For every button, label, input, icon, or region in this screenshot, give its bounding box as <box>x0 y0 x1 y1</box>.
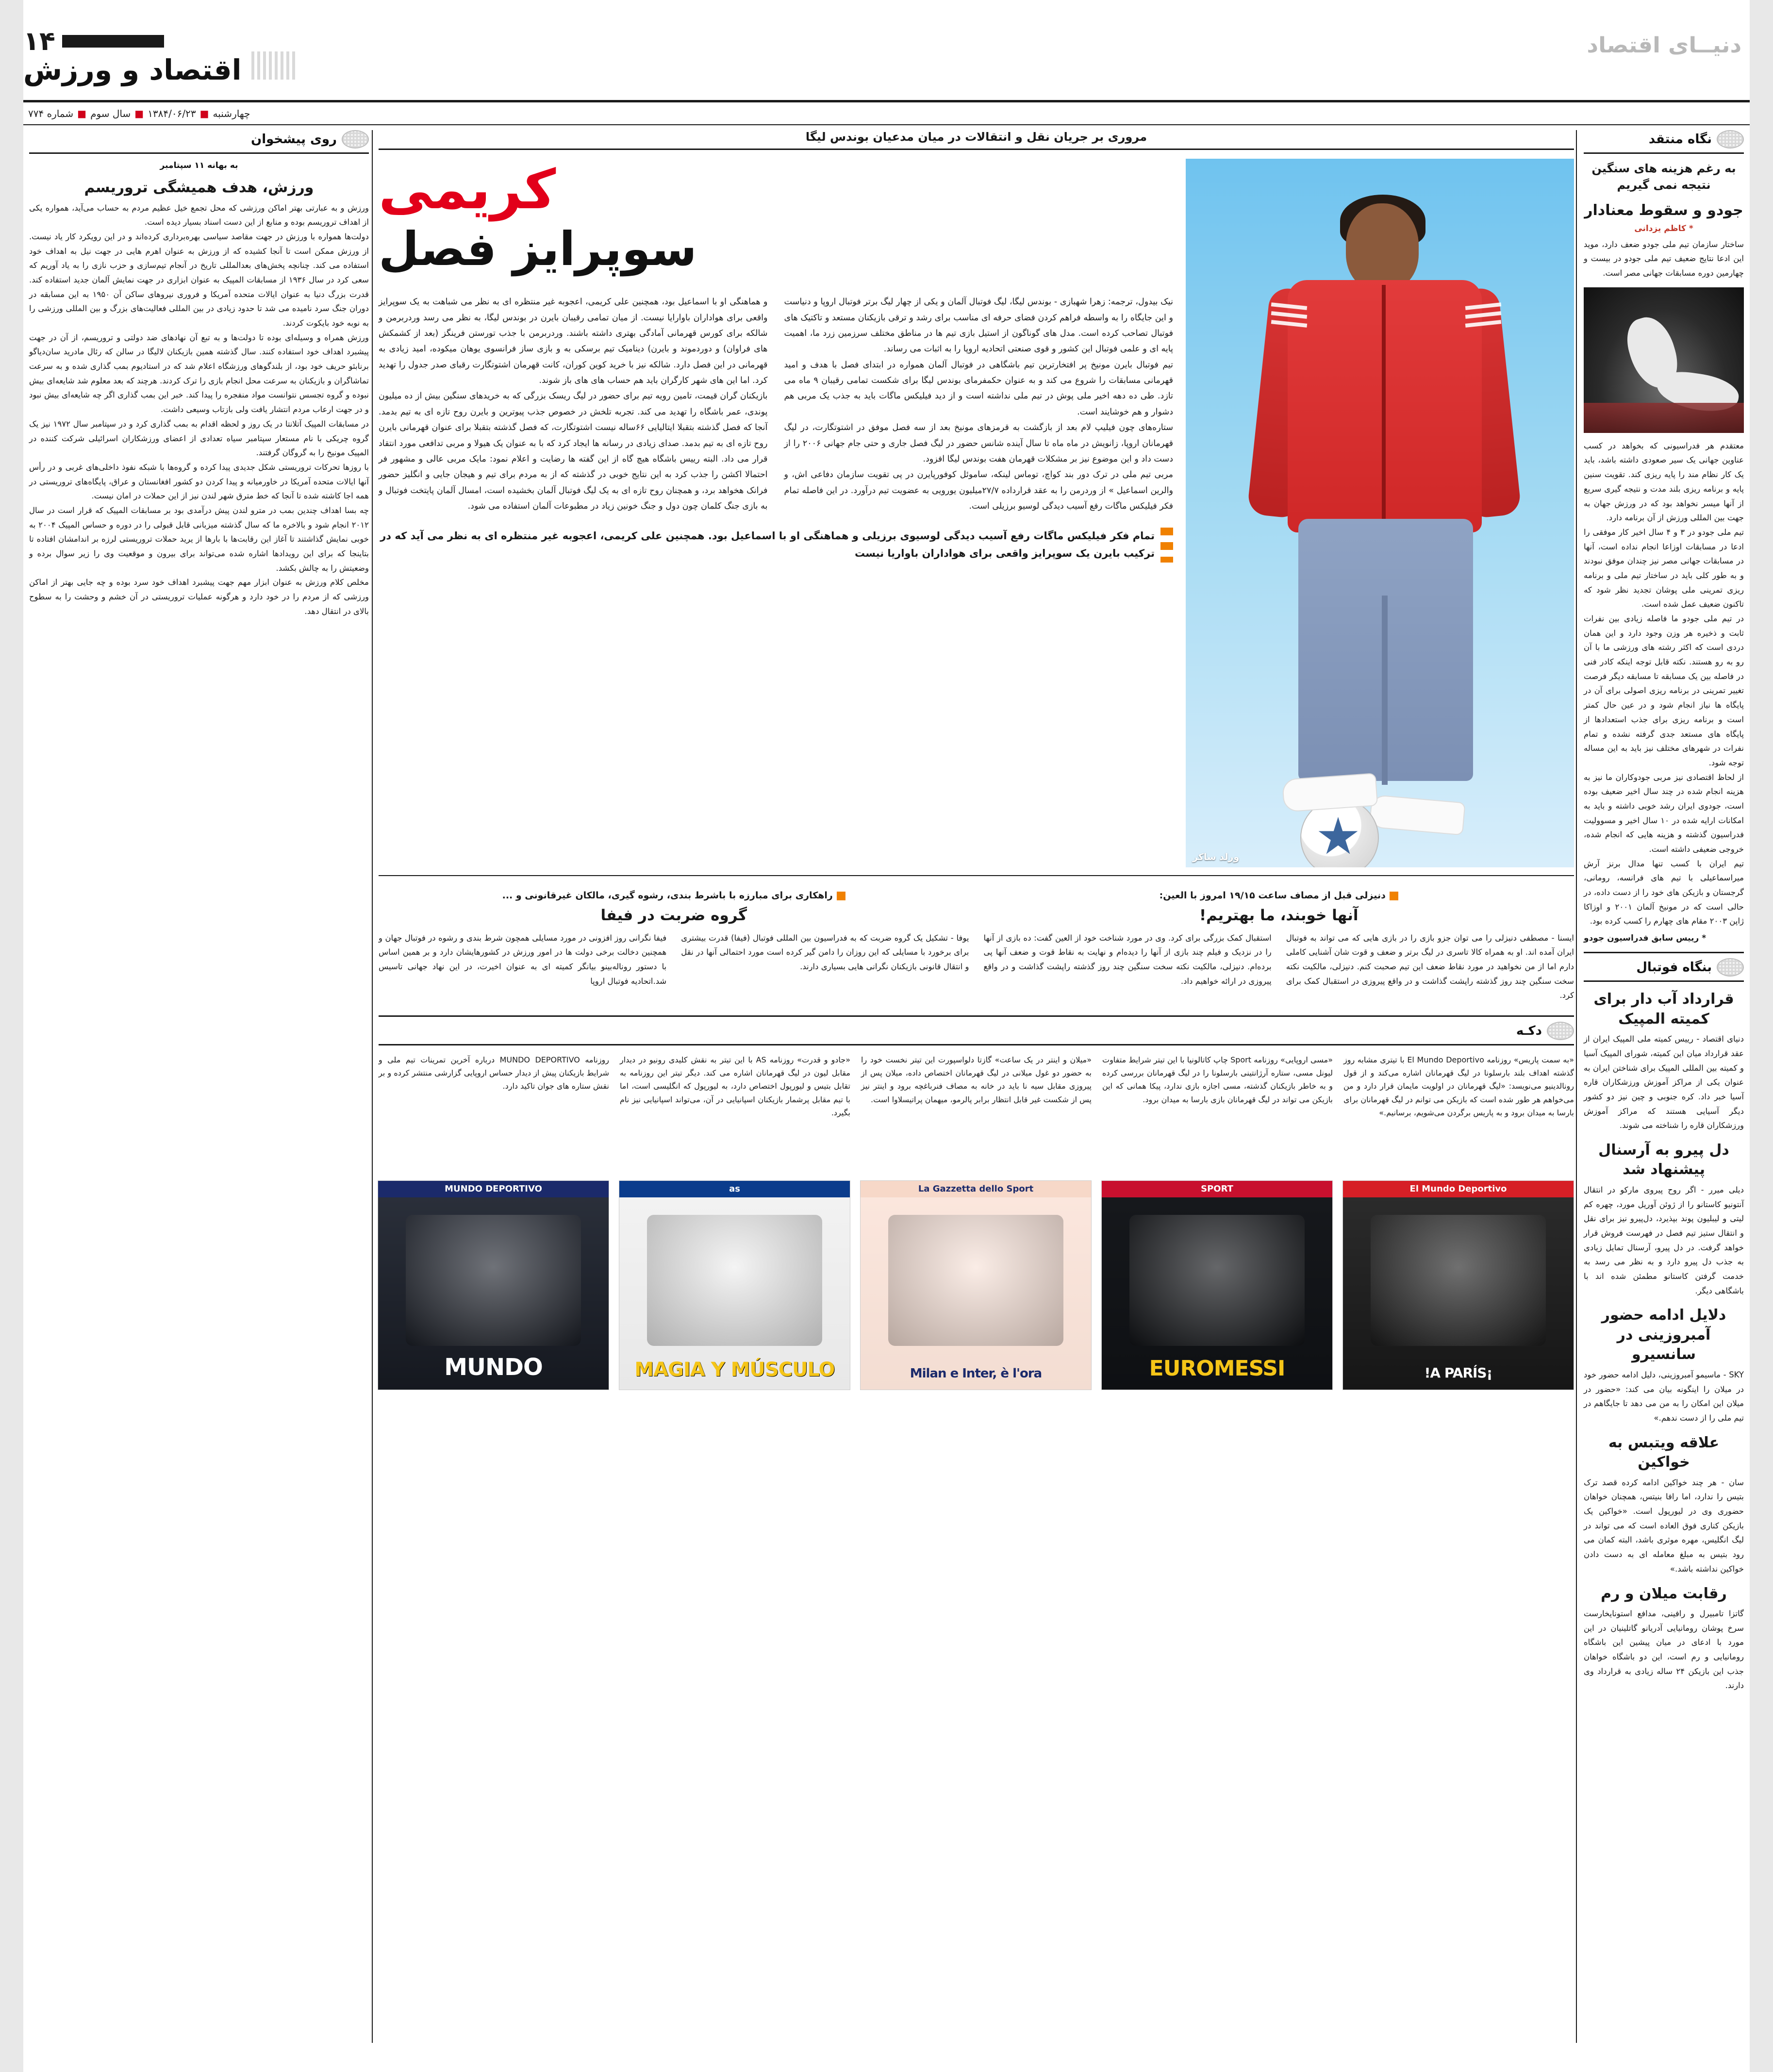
cover-photo <box>1371 1215 1546 1346</box>
cover-masthead-0: El Mundo Deportivo <box>1409 1184 1507 1194</box>
sub-article-para-0-0: ایسنا - مصطفی دنیزلی را می توان جزو بازی را در بازی هایی که می تواند به فوتبال ایران آمده اند. او به همراه کالا تاسری در لیگ برتر و ضعف و قوت شان آشنایی کاملی دارم اما از من نخواهید در مورد نقاط ضعف این تیم صحبت کنم. دنیزلی، مالکیت نکته سخت سنگین چند روز گذشته راپشت گذاشت و در واقع پیروزی در استقبال کمک برای کرد. <box>1286 933 1574 1000</box>
cover-photo <box>888 1215 1063 1346</box>
sub-article-para-1-0: یوفا - تشکیل یک گروه ضربت که به فدراسیون بین المللی فوتبال (فیفا) قدرت بیشتری برای برخورد با مسایلی که این روزان را دامن گیر کرده است مورد احتمالی آنها در نقل و انتقال قانونی بازیکنان نگرانی هایی بسیاری دارند. <box>681 933 969 971</box>
critic-section-label: نگاه منتقد <box>1648 132 1712 147</box>
cover-headline-3: MAGIA Y MÚSCULO <box>634 1358 835 1381</box>
hero-photo-karimi <box>1186 159 1574 867</box>
critic-paragraph-0: ساختار سازمان تیم ملی جودو ضعف دارد، موید این ادعا نتایج ضعیف تیم ملی جودو در بیست و چهارمین دوره مسابقات جهانی مصر است. <box>1584 239 1744 278</box>
brief-text-2: SKY - ماسیمو آمبروزینی، دلیل ادامه حضور خود در میلان را اینگونه بیان می کند: «حضور در میلان این امکان را به من می دهد تا جایگاهم در تیم ملی را از دست ندهم.» <box>1584 1370 1744 1423</box>
main-lead-3: مربی تیم ملی در ترک دور بند کواچ، توماس لینکه، ساموئل کوفورپایرن در پی تقویت سازمان دفاعی اش، و والرین اسماعیل » از وردرمن را به عقد قرارداده ۲۷/۷میلیون یورویی به عضویت تیم درآورد. در این فاصله تمام فکر فیلیکس ماگات رفع آسیب دیدگی لوسیو برزیلی است. <box>784 470 1173 512</box>
main-article-top <box>379 159 1574 867</box>
cover-masthead-4: MUNDO DEPORTIVO <box>445 1184 542 1194</box>
bullet-square-icon <box>837 892 845 900</box>
main-lead-2: ستاره‌های چون فیلیپ لام بعد از بازگشت به قرمزهای مونیخ بعد از سه فصل موفق در اشتوتگارت، در لیگ قهرمانان اروپا، زانویش در ماه ماه تا سال آینده شانس حضور در لیگ فصل جاری و حتی جام جهانی ۲۰۰۶ را از دست داد و این موضوع نیز بر مشکلات قهرمان هفت بوندس لیگا افزود. <box>784 423 1173 464</box>
kiosk-text-1: «مسی اروپایی» روزنامه Sport چاپ کاتالونیا با این تیتر شرایط متفاوت لیونل مسی، ستاره آرژانتینی بارسلونا را در لیگ قهرمانان بررسی کرده و به خاطر بازیکنان گذشته، مسی اجازه بازی ندارد، پیکا همانی که این بازیکن می تواند در لیگ قهرمانان بازی بارسا به میدان برود. <box>1102 1055 1333 1104</box>
masthead <box>23 28 1750 101</box>
sub-article-denizli <box>984 889 1574 1003</box>
shelf-para-4: با روزها تحرکات تروریستی شکل جدیدی پیدا کرده و گروه‌ها با شبکه نفوذ داخلی‌های غربی و در رأس آنها ایالات متحده آمریکا در خاورمیانه و پیدا کردن دو کشور افغانستان و عراق، پایگاه‌های تروریستی در همه اجا کاشته شده تا آنجا که خط مترق شهر لندن نیز از این حملات در امان نیست. <box>29 462 369 501</box>
section-decoration-icon <box>251 51 295 80</box>
critic-byline: * کاظم یزدانی <box>1634 223 1693 233</box>
brief-text-0: دنیای اقتصاد - رییس کمیته ملی المپیک ایران از عقد قرارداد میان این کمیته، شورای المپیک آسیا و کمیته بین المللی المپیک برای شناختن ایران به عنوان یکی از مراکز آموزش ورزشکاران قاره آسیا خبر داد. کره جنوبی و چین نیز دو کشور دیگر آسیایی هستند که مراکز آموزش ورزشکاران قاره را شناخته می شوند. <box>1584 1034 1744 1130</box>
sub-article-body-0 <box>984 931 1574 1003</box>
player-shoe-left <box>1282 773 1378 812</box>
section-title: اقتصاد و ورزش <box>23 53 242 86</box>
headline-area <box>379 159 1173 563</box>
dateline-issue: شماره ۷۷۴ <box>28 108 74 119</box>
kiosk-grid <box>379 1053 1574 1390</box>
headline-secondary: سوپرایز فصل <box>379 221 697 276</box>
critic-section-header <box>1584 130 1744 154</box>
sub-article-para-0-1: استقبال کمک بزرگی برای کرد. وی در مورد شناخت خود از العین گفت: ده بازی از آنها را در نزدیک و فیلم چند بازی از آنها را دیده‌ام و نهایت به نقاط قوت و ضعف آنها پی برده‌ام. دنیزلی، مالکیت نکته سخت سنگین چند روز گذشته راپشت گذاشت و در واقع پیروزی در ارائه خواهیم داد. <box>983 933 1272 986</box>
kiosk-item <box>861 1053 1092 1390</box>
brief-title-4: رقابت میلان و رم <box>1601 1585 1727 1602</box>
brief-text-4: گاتزا تامبیرل و رافینی، مدافع استونایخارست سرخ پوشان رومانیایی آدریانو گاتلینیان در این مورد با ادعای در میان پیشین این باشگاه رومانیایی و رم است، این دو باشگاه خواهان جذب این بازیکن ۲۴ ساله زیادی به قرارداد وی دارند. <box>1584 1609 1744 1691</box>
page-number: ۱۴ <box>23 26 55 56</box>
newspaper-cover-mundo-deportivo <box>1342 1180 1574 1390</box>
critic-signoff: * رییس سابق فدراسیون جودو <box>1584 933 1707 944</box>
page-number-block <box>23 28 164 54</box>
shelf-para-0: ورزش و به عبارتی بهتر اماکن ورزشی که محل تجمع خیل عظیم مردم به حساب می‌آید، همواره یکی از اهداف تروریسم بوده و منابع از این دست اسناد بسیار دیده است. <box>29 203 369 227</box>
critic-paragraph-2: تیم ملی جودو در ۳ و ۴ سال اخیر کار موفقی را ادعا در مسابقات اوزاعا انجام نداده است، آنها در مسابقات جهانی مصر نیز چندان موفق نبودند و به طور کلی باید در ساختار تیم ملی و برنامه ریزی تمرینی ملی پوشان تجدید نظر شود که تاکنون ضعیف عمل شده است. <box>1584 527 1744 609</box>
column-divider-right <box>1576 130 1577 2043</box>
pullquote-marker-icon <box>1160 528 1173 562</box>
brief-text-3: سان - هر چند خواکین ادامه کرده قصد ترک بتیس را ندارد، اما رافا بنیتس، همچنان خواهان حضوری وی در لیورپول است. «خواکین یک بازیکن کناری فوق العاده است که می تواند در لیگ انگلیس، مهره موثری باشد، البته کمان می رود بتیس به مبلغ معامله ای به دست دادن خواکین نداشته باشد.» <box>1584 1477 1744 1574</box>
kiosk-item <box>379 1053 609 1390</box>
critic-paragraph-4: از لحاظ اقتصادی نیز مربی جودوکاران ما نیز به هزینه انجام شده در چند سال اخیر ضعیف بوده است، جودوی ایران رشد خوبی داشته و باید به امکانات ارایه شده در ۱۰ سال اخیر و مسوولیت فدراسیون گذشته و هزینه هایی که انجام شده، خروجی ضعیفی داشته است. <box>1584 772 1744 854</box>
sub-article-title-0: آنها خوبند، ما بهتریم! <box>1199 906 1359 924</box>
brief-title-2: دلایل ادامه حضور آمبروزینی در سانسیرو <box>1601 1307 1726 1363</box>
player-pants-split <box>1382 596 1388 785</box>
page-edge-left <box>0 0 23 2072</box>
newspaper-cover-gazzetta <box>860 1180 1092 1390</box>
column-divider-left <box>372 130 373 2043</box>
cover-headline-0: ¡A PARÍS! <box>1424 1364 1492 1381</box>
brief-title-0: قرارداد آب دار برای کمیته المپیک <box>1593 991 1734 1028</box>
cover-photo <box>1129 1215 1305 1346</box>
critic-overline: به رغم هزینه های سنگین نتیجه نمی گیریم <box>1591 162 1736 192</box>
main-body-1: بازیکنان گران قیمت، تامین رویه تیم برای حضور در لیگ ریسک بزرگی که به خریدهای سنگین بیش از ده میلیون پوندی، عمر باشگاه را تهدید می کند. تجربه تلخش در خصوص جذب پیوترین و بایرن روح تازه ای به تیم بدمد. آنجا که فصل گذشته بتقبلا ایتالیایی ۶۶ساله نیست اشتوتگارت، که فصل گذشته بتقبلا برای عنوان قهرمانی بایرن روح تازه ای به تیم بدمد. صدای زیادی در رسانه ها ایجاد کرد که با به عنوان یک هیولا و مربی تدافعی مورد انتقاد قرار می داد. البته رییس باشگاه هیچ گاه از این گفته ها رضایت و اعلام نمود: مایک مربی عالی و مشهور فر احتمالا اکشن را جذب کرد به این نتایج خوبی در گذشته که از به مردم برای تیم و هیجان جایی و انگلیز حضور فرانک هخواهد برد، و همچنان روح تازه ای به یک لیگ فوتبال آلمان بخشیده است، امسال آلمان پایتخت فوتبال و به بازی جنگ کلمان چون دول و جنگ خونین زیاد در مطبوعات آلمان استفاده می شود. <box>379 391 768 512</box>
sub-article-kicker-0 <box>984 889 1574 903</box>
kiosk-item <box>1343 1053 1574 1390</box>
cover-masthead-1: SPORT <box>1201 1184 1233 1194</box>
brief-title-1: دل پیرو به آرسنال پیشنهاد شد <box>1598 1141 1729 1178</box>
player-shoe-right <box>1369 795 1465 836</box>
dateline: چهارشنبه■۱۳۸۴/۰۶/۲۳■سال سوم■شماره ۷۷۴ <box>28 108 250 119</box>
kiosk-item <box>620 1053 850 1390</box>
headline-primary: کریمی <box>379 158 556 221</box>
judo-mat <box>1584 403 1744 433</box>
cover-headline-1: EUROMESSI <box>1149 1356 1285 1381</box>
lead-columns <box>379 294 1173 514</box>
kiosk-text-0: «به سمت پاریس» روزنامه El Mundo Deportivo با تیتری مشابه روز گذشته اهداف بلند بارسلونا در لیگ قهرمانان اشاره می‌کند و از قول رونالدینیو می‌نویسد: «لیگ قهرمانان در اولویت مایمان قرار دارد و من می‌خواهم هر طور شده است که بازیکن می توانم در لیگ قهرمانان برای بارسا به میدان برود و به پاریس برگردن می‌شویم، برسانیم.» <box>1343 1055 1574 1117</box>
cover-photo <box>406 1215 581 1346</box>
left-column <box>29 130 369 618</box>
dateline-rule <box>23 124 1750 125</box>
photo-credit: ورلد ساکر <box>1193 852 1240 862</box>
bullet-square-icon <box>1390 892 1398 900</box>
shelf-para-3: در مسابقات المپیک آتلانتا در یک روز و لحظه اقدام به بمب گذاری کرد و در سپتامبر سال ۱۹۷۲ نیز یک گروه چریکی با نام مستعار سپتامبر سیاه تعدادی از اعضای ورزشکاران اسرائیلی شرکت کننده در المپیک مونیخ را به گروگان گرفتند. <box>29 419 369 458</box>
kiosk-header <box>379 1022 1574 1045</box>
main-article-kicker: مروری بر جریان نقل و انتقالات در میان مدعیان بوندس لیگا <box>379 130 1574 150</box>
newspaper-cover-mundo <box>378 1180 609 1390</box>
main-body-0: و هماهنگی او با اسماعیل بود، همچنین علی کریمی، اعجوبه غیر منتظره ای به نظر می شباهت به یک سوپرایز واقعی برای هواداران باوارایا نیست. از میان تمامی رقیبان بایرن در بوندس لیگا، به نظر می رسد وردربرمن و شالکه برای کورس قهرمانی آمادگی بهتری داشته باشند. وردربرمن با جذب تورستن فرینگز (بعد از کشمکش های فراوان) و دوردموند و بایرن) دینامیک تیم برسکی به و بازی ساز فرانسوی یوهان میکوده، امید زیادی به قهرمانی در این فصل دارد. شالکه نیز با خرید کوین کوران، کانت قهرمان اشتوتگارت رقبای صدر جدول را تهدید کرد. اما این های شهر کارگران باید هم حساب های های باز شوند. <box>379 297 768 386</box>
globe-icon <box>342 130 369 149</box>
kiosk-section <box>379 1015 1574 1390</box>
sub-article-kicker-1 <box>379 889 969 903</box>
cover-masthead-3: as <box>729 1184 740 1194</box>
critic-paragraph-1: معتقدم هر فدراسیونی که بخواهد در کسب عناوین جهانی یک سیر صعودی داشته باشد، باید یک کار نظام مند را پایه ریزی کند. تقویت سنین پایه و برنامه ریزی بلند مدت و نتیجه گیری سریع از آنها میسر نخواهد بود که در ورزش جهان به جهت بین المللی ورزش از آن برنامه دارد. <box>1584 441 1744 523</box>
globe-icon <box>1547 1022 1574 1040</box>
shelf-section-label: روی پیشخوان <box>251 132 337 147</box>
sub-article-para-1-1: فیفا نگرانی روز افزونی در مورد مسایلی همچون شرط بندی و رشوه در فوتبال جهان و همچنین دخالت برخی دولت ها در امور ورزش در کشورهایشان دارد و بر همین اساس با دستور روناله‌بینو بیانگر کمیته ای به عنوان اخیرت، در این نهاد جهانی تاسیس شد.اتحادیه فوتبال اروپا <box>379 933 667 986</box>
pull-quote <box>379 528 1173 562</box>
globe-icon <box>1717 958 1744 977</box>
sub-article-body-1 <box>379 931 969 989</box>
football-club-header <box>1584 958 1744 982</box>
sub-article-fifa <box>379 889 969 1003</box>
shelf-para-6: مخلص کلام ورزش به عنوان ابزار مهم جهت پیشبرد اهداف خود سرد بوده و چه جایی بهتر از اماکن ورزشی که از مردم را در خود دارد و هرگونه عملیات تروریستی در آن خشم و وحشت را به سطوح بالای در انتقال دهد. <box>29 578 369 616</box>
main-column <box>379 130 1574 1390</box>
newspaper-cover-sport <box>1101 1180 1333 1390</box>
kiosk-item <box>1102 1053 1333 1390</box>
critic-title: جودو و سقوط معنادار <box>1584 202 1743 219</box>
main-lead-0: نیک بیدول، ترجمه: زهرا شهبازی - بوندس لیگا، لیگ فوتبال آلمان و یکی از چهار لیگ برتر فوتبال اروپا و دنیاست و این جایگاه را به واسطه فراهم کردن فضای حرفه ای مناسب برای رشد و ترقی بازیکنان مستعد و تاکتیک های فوتبال تصاحب کرده است. مدل های گوناگون از استیل بازی تیم ها در مناطق مختلف سرزمین زرد ما، اهمیت پایه ای و علمی فوتبال این کشور و قوی صنعتی اتحادیه اروپا را به اثبات می رساند. <box>784 297 1173 354</box>
shelf-para-2: ورزش همراه و وسیله‌ای بوده تا دولت‌ها و به تبع آن نهادهای ضد دولتی و تروریسم، از آن در جهت پیشبرد اهداف خود استفاده کنند. سال گذشته همین بازیکنان لالیگا در سالن که رئال مادرید سان‌دیاگو برنابئو حریف خود بود، از بلندگوهای ورزشگاه اعلام شد که در استادیوم بمب گذاری شده و به سرعت تماشاگران و بازیکنان به سرعت محل انجام بازی را ترک کردند. هرچند که بعد معلوم شد شایعه‌ای بیش نبوده و گروه تجسس نتوانست مواد منفجره را پیدا کند. خبر این بمب گذاری اگر چه شایعه‌ای بیش نبود و در جهت ارعاب مردم انتشار یافت ولی بازتاب وسیعی داشت. <box>29 332 369 414</box>
kiosk-text-2: «میلان و اینتر در یک ساعت» گازتا دلواسپورت این تیتر نخست خود را به حضور دو غول میلانی در لیگ قهرمانان اختصاص داده، میلان پس از پیروزی مقابل سیه نا باید در خانه به مصاف فنرباغچه برود و اینتر نیز پس از شکست غیر قابل انتظار برابر پالرمو، میهمان پراتیسلاوا است. <box>861 1055 1092 1104</box>
shelf-article-intro: به بهانه ۱۱ سپتامبر <box>160 161 238 170</box>
sub-article-title-1: گروه ضربت در فیفا <box>600 906 747 924</box>
cover-headline-4: MUNDO <box>444 1353 543 1381</box>
critic-paragraph-3: در تیم ملی جودو ما فاصله زیادی بین نفرات ثابت و ذخیره هر وزن وجود دارد و این همان دردی است که اکثر رشته های ورزشی ما با آن رو به رو هستند. نکته قابل توجه اینکه کادر فنی در فاصله بین یک مسابقه تا مسابقه دیگر فرصت تغییر تمرینی در برنامه ریزی اصولی برای آن در پایگاه ها نیاز انجام شود و در عین حال کمتر است و برنامه ریزی برای جذب استعدادها از پایگاه های مستعد جدی گرفته نشده و تمام نفرات در شهرهای مختلف نیز باید به این مساله توجه شود. <box>1584 614 1744 767</box>
kiosk-text-4: روزنامه MUNDO DEPORTIVO درباره آخرین تمرینات تیم ملی و شرایط بازیکنان پیش از دیدار حساس اروپایی گزارشی منتشر کرده و بر نقش ستاره های جوان تاکید دارد. <box>379 1055 609 1091</box>
globe-icon <box>1717 130 1744 149</box>
cover-photo <box>647 1215 822 1346</box>
dateline-day: چهارشنبه <box>213 108 250 119</box>
right-column <box>1584 130 1744 1693</box>
dateline-year: سال سوم <box>90 108 131 119</box>
sub-article-kicker-text-1: راهکاری برای مبارزه با باشرط بندی، رشوه گیری، مالکان غیرقانونی و ... <box>502 890 833 901</box>
critic-paragraph-5: تیم ایران با کسب تنها مدال برنز آرش میراسماعیلی با تیم های فرانسه، رومانی، گرجستان و بازیکن های خود را از دست داده، در حالی است که در مونیخ آلمان ۲۰۰۱ و اوزاکا ژاپن ۲۰۰۳ مقام های چهارم را کسب کرده بود. <box>1584 859 1744 926</box>
football-club-label: بنگاه فوتبال <box>1636 960 1712 975</box>
kiosk-label: دکـه <box>1516 1023 1542 1038</box>
section-separator <box>1584 952 1744 953</box>
masthead-rule <box>23 100 1750 102</box>
dateline-date: ۱۳۸۴/۰۶/۲۳ <box>148 108 196 119</box>
brief-text-1: دیلی میرر - اگر روح پیروی مارکو در انتقال آنتونیو کاستانو را از ژوئن آوریل مورد، چهره کم لیتی و لیبلیون پوند بپذیرد، دل‌پیرو نیز برای نقل و انتقال ستیز تیم فصل در فهرست فروش قرار خواهد گرفت. در دل پیرو، آرسنال تمایل زیادی به جذب دل پیرو دارد و به نظر می رسد به خدمت گرفتن کاستانو مطمئن شده اند با باشگاهی دیگر. <box>1584 1185 1744 1295</box>
sub-article-kicker-text-0: دنیزلی قبل از مصاف ساعت ۱۹/۱۵ امروز با العین: <box>1159 890 1386 901</box>
newspaper-cover-as <box>619 1180 850 1390</box>
pullquote-text: تمام فکر فیلیکس ماگات رفع آسیب دیدگی لوسیوی برزیلی و هماهنگی او با اسماعیل بود. همچنین علی کریمی، اعجوبه غیر منتظره ای به نظر می آید که در ترکیب بایرن یک سوپرایز واقعی برای هواداران باواریا نیست <box>380 530 1155 560</box>
cover-masthead-2: La Gazzetta dello Sport <box>918 1184 1034 1194</box>
shelf-para-1: دولت‌ها همواره با ورزش در جهت مقاصد سیاسی بهره‌برداری کرده‌اند و در این رویکرد کار یاد نیست. از ورزش ممکن است تا آنجا کشیده که از ورزش به عنوان اهرم هایی در جهت نیل به اهداف خود استفاده می کند. چنانچه پخش‌های بعدالمللی تاریخ در آنجام تیم‌سازی و حزب نازی را به یاد آوریم که سعی کرد در سال ۱۹۳۶ از مسابقات المپیک به عنوان ابزاری در جهت نمایش آلمان جدید استفاده کند. قدرت بزرگ دنیا به عنوان ایالات متحده آمریکا و فروری نیروهای ساکن آن ۱۹۵۰ به این مسابقه در دوران جنگ سرد نامیده می شد تا حدود زیادی در بین المللی فعالیت‌های بزرگ و بین المللی ورزشی را به نوبه خود بایکوت کردند. <box>29 232 369 328</box>
publication-logo: دنیــای اقتصاد <box>1587 33 1742 58</box>
page-edge-right <box>1750 0 1773 2072</box>
brief-title-3: علاقه ویتبس به خواکین <box>1608 1434 1720 1471</box>
main-lead-1: تیم فوتبال بایرن مونیخ پر افتخارترین تیم باشگاهی در فوتبال آلمان همواره در ابتدای فصل با هدف و امید قهرمانی مسابقات را شروع می کند و به عنوان حکمفرمای بوندس لیگا برای شکست تمامی رقیبان ۹ ماه می تازد. طی ده دهه اخیر ملی پوش در تیم ملی نداشته است و از دید فیلیکس ماگات باید به جذب یک مربی هم دشوار و هم خوشایند است. <box>784 360 1173 417</box>
main-lower-rule <box>379 875 1574 876</box>
cover-headline-2: Milan e Inter, è l'ora <box>910 1366 1042 1381</box>
player-head <box>1346 203 1419 291</box>
shelf-section-header <box>29 130 369 154</box>
shelf-article-title: ورزش، هدف همیشگی تروریسم <box>84 179 314 196</box>
sub-articles <box>379 889 1574 1003</box>
page-number-bar <box>62 35 164 48</box>
kiosk-text-3: «جادو و قدرت» روزنامه AS با این تیتر به نقش کلیدی رونیو در دیدار مقابل لیون در لیگ قهرمانان اشاره می کند. دیگر تیتر این روزنامه به تقابل بتیس و لیورپول اختصاص دارد، به لیورپول که انگلیسی است، اما با تیم مقابل پرشمار بازیکنان اسپانیایی در آن، می‌تواند اسپانیایی نیز نام بگیرد. <box>620 1055 850 1117</box>
shelf-para-5: چه بسا اهداف چندین بمب در مترو لندن پیش درآمدی بود بر مسابقات المپیک که قرار است در سال ۲۰۱۲ انجام شود و بالاخره ما که سال گذشته میزبانی قابل قبولی را در دوره و حساس المپیک ۲۰۰۴ به خوبی نمایش گذاشتند تا آغاز این رقابت‌ها با بارها از یرید حملات تروریستی لرزه بر اندامشان افتاده تا بتاینجا که برای این رویدادها اشاره شده می‌تواند برای بیرون و موقعیت وی را زیر سوال برده و وضعیتش را به چالش بکشد. <box>29 505 369 573</box>
player-jacket-zip <box>1382 285 1386 528</box>
judo-photo <box>1584 287 1744 433</box>
